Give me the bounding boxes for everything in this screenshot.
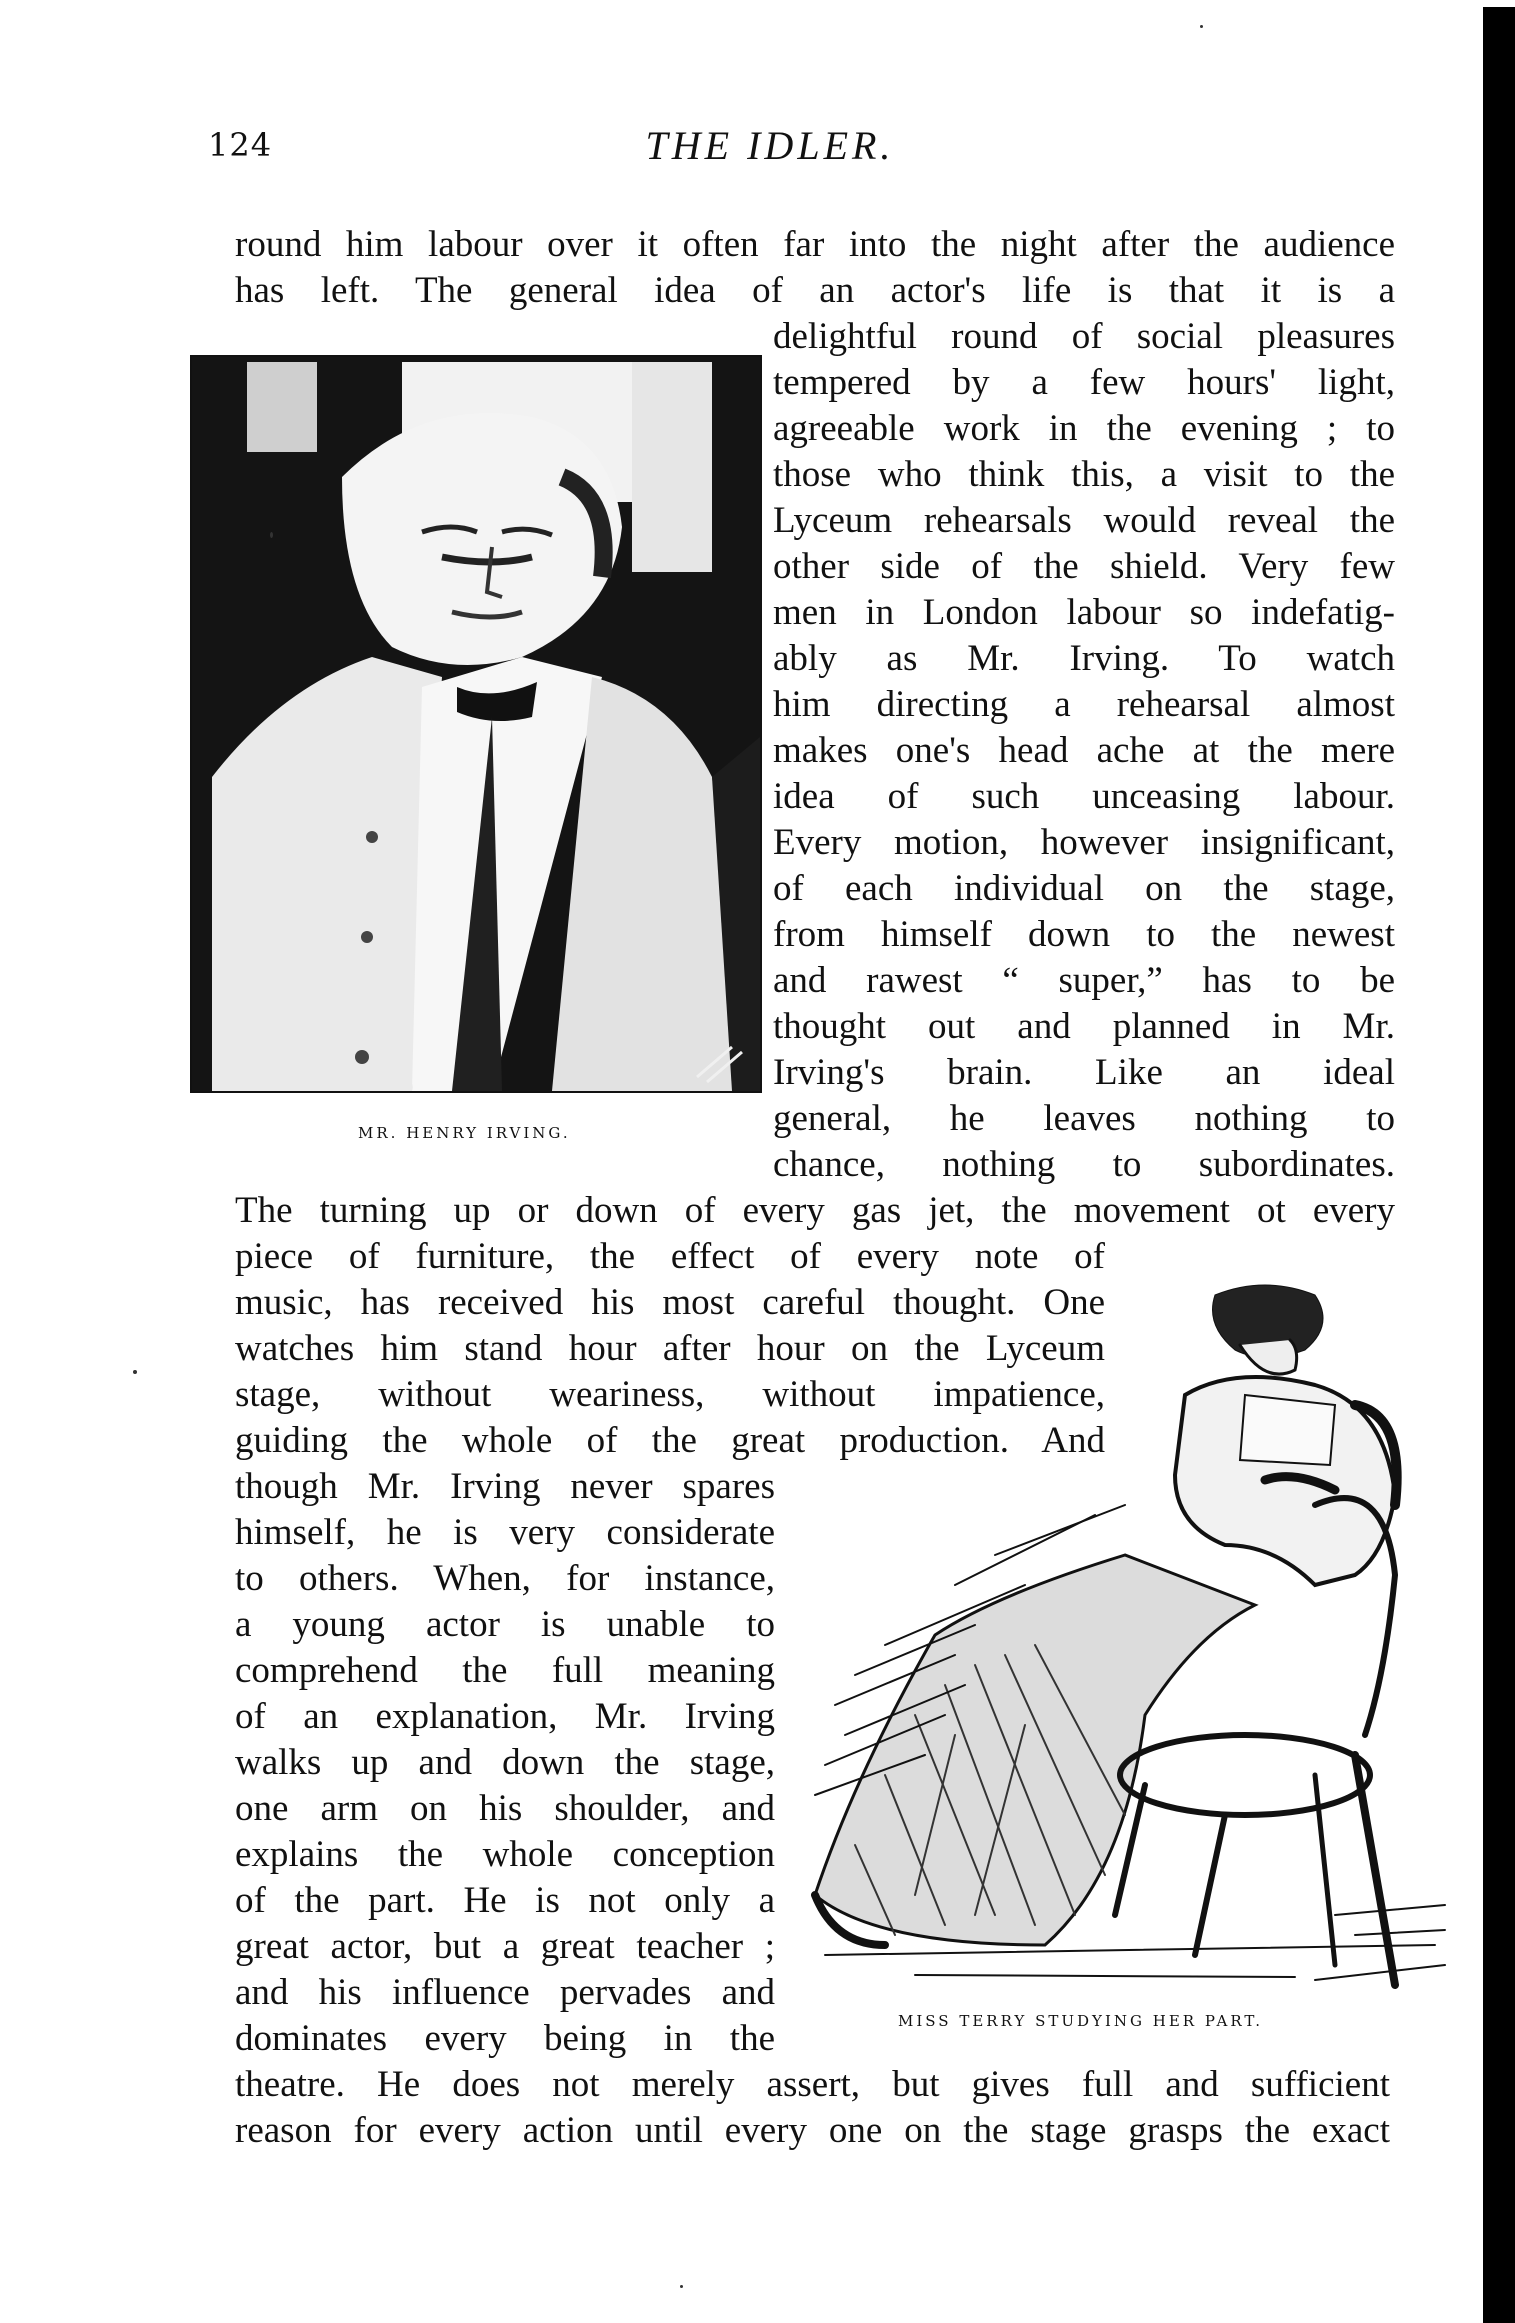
journal-title: THE IDLER. [645, 123, 895, 168]
text-line: stage, without weariness, without impatience, [235, 1374, 1105, 1415]
text-line: walks up and down the stage, [235, 1742, 775, 1783]
portrait-image [192, 357, 760, 1091]
text-line: round him labour over it often far into the night after the audience [235, 224, 1395, 265]
scan-speck [1200, 25, 1203, 28]
text-line: makes one's head ache at the mere [773, 730, 1395, 771]
text-line: delightful round of social pleasures [773, 316, 1395, 357]
text-line: Irving's brain. Like an ideal [773, 1052, 1395, 1093]
text-line: of each individual on the stage, [773, 868, 1395, 909]
text-line: of an explanation, Mr. Irving [235, 1696, 775, 1737]
text-line: chance, nothing to subordinates. [773, 1144, 1395, 1185]
sketch-illustration [795, 1255, 1455, 2000]
text-line: general, he leaves nothing to [773, 1098, 1395, 1139]
text-line: other side of the shield. Very few [773, 546, 1395, 587]
scan-speck [680, 2285, 683, 2288]
text-line: has left. The general idea of an actor's life is that it is a [235, 270, 1395, 311]
text-line: men in London labour so indefatig- [773, 592, 1395, 633]
text-line: a young actor is unable to [235, 1604, 775, 1645]
text-line: guiding the whole of the great production. And [235, 1420, 1105, 1461]
text-line: idea of such unceasing labour. [773, 776, 1395, 817]
text-line: Every motion, however insignificant, [773, 822, 1395, 863]
text-line: ably as Mr. Irving. To watch [773, 638, 1395, 679]
text-line: The turning up or down of every gas jet, the movement ot every [235, 1190, 1395, 1231]
text-line: reason for every action until every one on the stage grasps the exact [235, 2110, 1390, 2151]
text-line: comprehend the full meaning [235, 1650, 775, 1691]
text-line: music, has received his most careful thought. One [235, 1282, 1105, 1323]
scan-edge-shadow [1483, 7, 1515, 2323]
text-line: though Mr. Irving never spares [235, 1466, 775, 1507]
text-line: explains the whole conception [235, 1834, 775, 1875]
running-head [0, 122, 1515, 172]
portrait-caption: MR. HENRY IRVING. [358, 1124, 571, 1142]
text-line: himself, he is very considerate [235, 1512, 775, 1553]
text-line: to others. When, for instance, [235, 1558, 775, 1599]
text-line: watches him stand hour after hour on the Lyceum [235, 1328, 1105, 1369]
text-line: those who think this, a visit to the [773, 454, 1395, 495]
text-line: thought out and planned in Mr. [773, 1006, 1395, 1047]
scan-speck [133, 1370, 137, 1374]
text-line: from himself down to the newest [773, 914, 1395, 955]
text-line: of the part. He is not only a [235, 1880, 775, 1921]
text-line: theatre. He does not merely assert, but gives full and sufficient [235, 2064, 1390, 2105]
text-line: one arm on his shoulder, and [235, 1788, 775, 1829]
text-line: great actor, but a great teacher ; [235, 1926, 775, 1967]
illustration-image [795, 1255, 1455, 2000]
text-line: dominates every being in the [235, 2018, 775, 2059]
text-line: Lyceum rehearsals would reveal the [773, 500, 1395, 541]
scan-speck [270, 532, 273, 538]
page-number: 124 [208, 126, 273, 164]
portrait-photo [190, 355, 762, 1093]
text-line: and his influence pervades and [235, 1972, 775, 2013]
text-line: tempered by a few hours' light, [773, 362, 1395, 403]
illustration-caption: MISS TERRY STUDYING HER PART. [898, 2012, 1263, 2030]
text-line: agreeable work in the evening ; to [773, 408, 1395, 449]
text-line: him directing a rehearsal almost [773, 684, 1395, 725]
text-line: piece of furniture, the effect of every note of [235, 1236, 1105, 1277]
text-line: and rawest “ super,” has to be [773, 960, 1395, 1001]
